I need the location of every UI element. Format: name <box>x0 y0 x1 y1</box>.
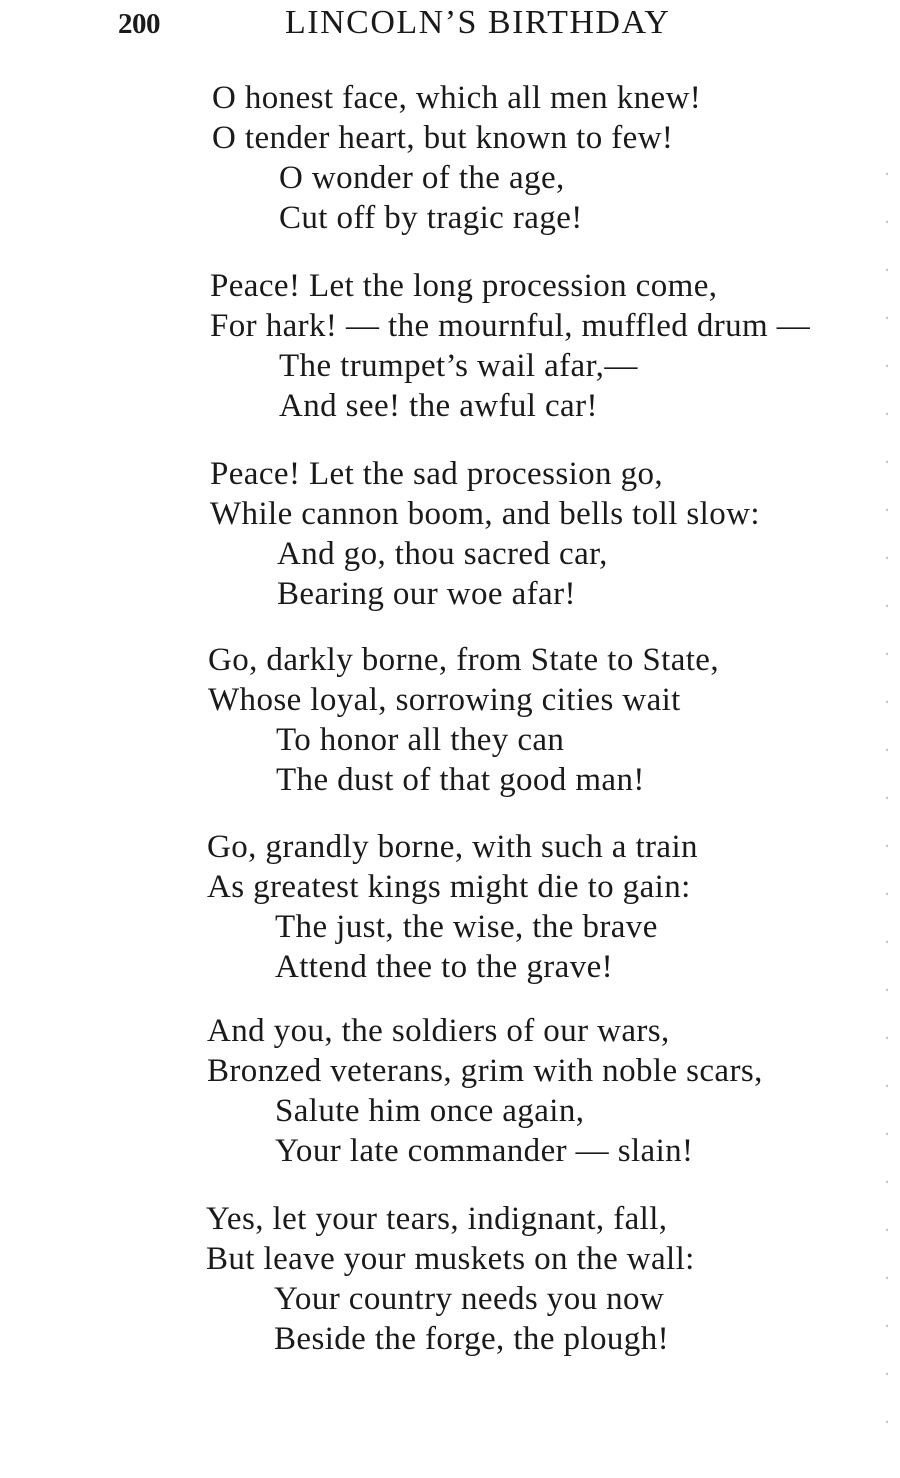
scan-margin-specks <box>880 150 894 1460</box>
poem-line: Cut off by tragic rage! <box>279 200 583 236</box>
poem-line: O tender heart, but known to few! <box>212 120 674 156</box>
poem-line: Your country needs you now <box>274 1281 665 1317</box>
poem-line: The just, the wise, the brave <box>275 909 658 945</box>
poem-line: To honor all they can <box>276 722 565 758</box>
poem-line: And go, thou sacred car, <box>277 536 608 572</box>
poem-line: Bronzed veterans, grim with noble scars, <box>207 1053 763 1089</box>
poem-line: Peace! Let the sad procession go, <box>210 456 664 492</box>
poem-line: Go, grandly borne, with such a train <box>207 829 698 865</box>
poem-line: The dust of that good man! <box>276 762 645 798</box>
poem-line: For hark! — the mournful, muffled drum — <box>210 308 811 344</box>
poem-line: Salute him once again, <box>275 1093 585 1129</box>
poem-line: Go, darkly borne, from State to State, <box>208 642 720 678</box>
poem-line: Your late commander — slain! <box>275 1133 694 1169</box>
poem-line: O wonder of the age, <box>279 160 565 196</box>
poem-line: Attend thee to the grave! <box>275 949 614 985</box>
poem-line: And see! the awful car! <box>279 388 598 424</box>
poem-line: Beside the forge, the plough! <box>274 1321 669 1357</box>
poem-line: While cannon boom, and bells toll slow: <box>210 496 760 532</box>
poem-line: The trumpet’s wail afar,— <box>279 348 638 384</box>
poem-line: As greatest kings might die to gain: <box>207 869 691 905</box>
poem-line: Whose loyal, sorrowing cities wait <box>208 682 681 718</box>
poem-line: Bearing our woe afar! <box>277 576 576 612</box>
running-head: LINCOLN’S BIRTHDAY <box>285 4 671 41</box>
page-number: 200 <box>118 8 160 40</box>
poem-line: But leave your muskets on the wall: <box>206 1241 695 1277</box>
poem-line: O honest face, which all men knew! <box>212 80 702 116</box>
poem-line: And you, the soldiers of our wars, <box>207 1013 670 1049</box>
poem-line: Yes, let your tears, indignant, fall, <box>206 1201 668 1237</box>
poem-line: Peace! Let the long procession come, <box>210 268 718 304</box>
